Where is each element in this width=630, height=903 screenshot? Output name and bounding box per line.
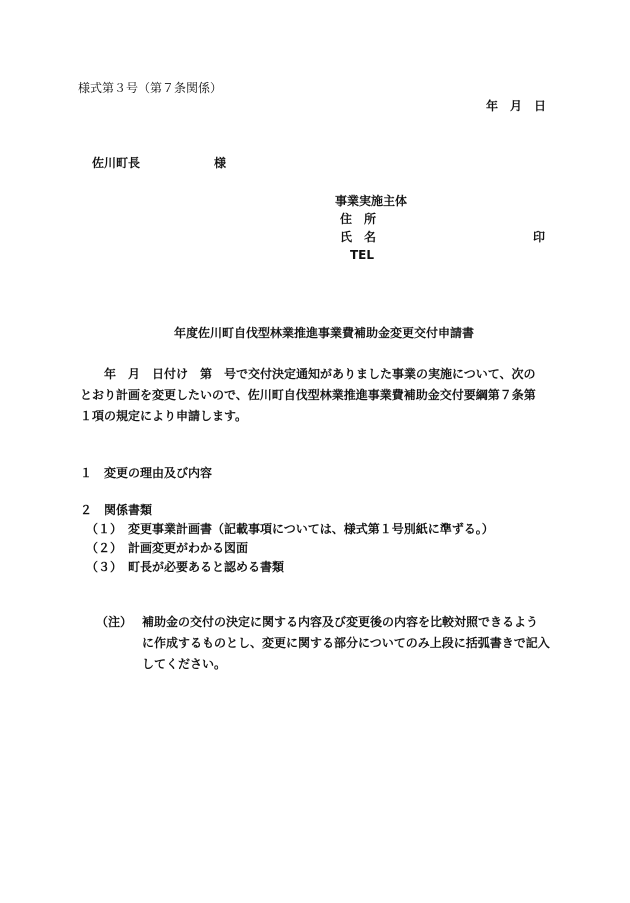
- note-line-1: 補助金の交付の決定に関する内容及び変更後の内容を比較対照できるよう: [142, 615, 539, 629]
- body-line-3: １項の規定により申請します。: [80, 409, 248, 423]
- applicant-heading: 事業実施主体: [335, 194, 408, 208]
- document-title: 年度佐川町自伐型林業推進事業費補助金変更交付申請書: [174, 326, 475, 340]
- item1-label: 変更の理由及び内容: [104, 466, 213, 480]
- note-label: （注）: [96, 615, 133, 629]
- document-2-text: 計画変更がわかる図面: [128, 541, 249, 555]
- document-1-text: 変更事業計画書（記載事項については、様式第１号別紙に準ずる。）: [128, 522, 494, 536]
- document-2-number: （２）: [86, 541, 123, 555]
- document-3-text: 町長が必要あると認める書類: [128, 560, 285, 574]
- document-1-number: （１）: [86, 522, 123, 536]
- note-line-2: に作成するものとし、変更に関する部分についてのみ上段に括弧書きで記入: [142, 636, 550, 650]
- honorific: 様: [214, 156, 227, 170]
- tel-label: TEL: [350, 248, 375, 262]
- item1-number: １: [80, 466, 93, 480]
- item2-number: ２: [80, 503, 93, 517]
- form-number: 様式第３号（第７条関係）: [78, 81, 223, 95]
- addressee: 佐川町長: [92, 156, 141, 170]
- note-line-3: してください。: [142, 657, 227, 671]
- body-line-1: 年 月 日付け 第 号で交付決定通知がありました事業の実施について、次の: [104, 367, 536, 381]
- item2-label: 関係書類: [104, 503, 153, 517]
- seal-mark: 印: [533, 230, 546, 244]
- document-3-number: （３）: [86, 560, 123, 574]
- body-line-2: とおり計画を変更したいので、佐川町自伐型林業推進事業費補助金交付要綱第７条第: [80, 388, 536, 402]
- name-label: 氏 名: [340, 230, 377, 244]
- address-label: 住 所: [340, 212, 377, 226]
- date-line: 年 月 日: [486, 99, 547, 113]
